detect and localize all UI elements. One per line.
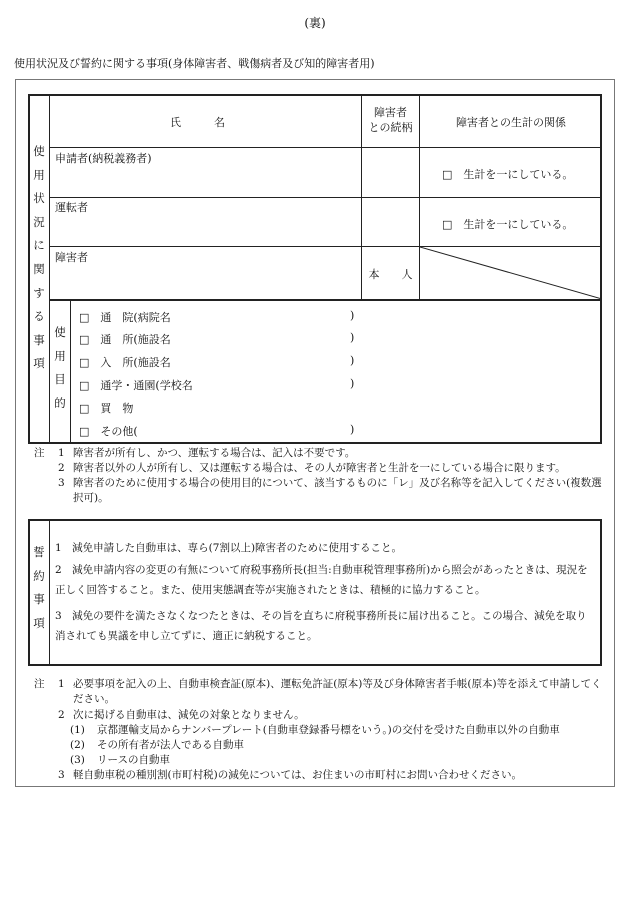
side-char: に <box>33 238 45 253</box>
footnote-text: 必要事項を記入の上、自動車検査証(原本)、運転免許証(原本)等及び身体障害者手帳(原本)等を添えて申請してください。 <box>73 678 602 705</box>
oath-item-3: 3 減免の要件を満たさなくなつたときは、その旨を直ちに府税事務所長に届け出ること。この場合、減免を取り消されても異議を申し立てずに、適正に納税すること。 <box>55 610 587 642</box>
oath-side-label <box>29 547 49 641</box>
note-text: 障害者以外の人が所有し、又は運転する場合は、その人が障害者と生計を一にしている場合に限ります。 <box>73 462 566 474</box>
footnote-num: (2) <box>70 739 85 751</box>
footnote-num: 3 <box>58 769 65 781</box>
purpose-school[interactable] <box>79 377 193 393</box>
note-text: 障害者が所有し、かつ、運転する場合は、記入は不要です。 <box>73 447 356 459</box>
purpose-facility-commute[interactable] <box>79 331 171 347</box>
footnote-text: 次に掲げる自動車は、減免の対象となりません。 <box>73 709 305 721</box>
header-name: 氏 名 <box>170 116 225 129</box>
purpose-hospital[interactable] <box>79 309 171 325</box>
side-char: 関 <box>33 261 45 276</box>
side-char: 況 <box>33 214 45 229</box>
footnote-num: (3) <box>70 754 85 766</box>
notes-head: 注 <box>34 447 45 459</box>
purpose-text: 買 物 <box>100 402 134 415</box>
divider <box>49 197 602 198</box>
footnote-text: 軽自動車税の種別割(市町村税)の減免については、お住まいの市町村にお問い合わせください。 <box>73 769 522 781</box>
purpose-residential[interactable] <box>79 354 171 370</box>
footnote-text: リースの自動車 <box>97 754 170 766</box>
diagonal-strike <box>420 247 602 299</box>
oath-item-2: 2 減免申請内容の変更の有無について府税事務所長(担当:自動車税管理事務所)から照会があったときは、現況を正しく回答すること。また、使用実態調査等が実施されたときは、積極的に協力すること。 <box>55 564 588 596</box>
side-char: 約 <box>33 568 45 583</box>
footnote-num: 1 <box>58 678 65 690</box>
note-num: 2 <box>58 462 65 474</box>
purpose-text: 通学・通園(学校名 <box>100 379 193 392</box>
purpose-text: 通 院(病院名 <box>100 311 171 324</box>
note-num: 3 <box>58 477 65 489</box>
header-livelihood: 障害者との生計の関係 <box>456 116 566 129</box>
page-header: (裏) <box>304 16 326 30</box>
side-char: 使 <box>33 144 45 158</box>
purpose-close: ) <box>350 331 355 344</box>
side-char: 用 <box>33 167 45 182</box>
side-char: 使 <box>54 325 66 339</box>
side-char: 事 <box>33 332 45 347</box>
header-relation-2: との続柄 <box>368 121 413 134</box>
row-disabled-label: 障害者 <box>55 251 88 264</box>
row-driver-label: 運転者 <box>55 201 88 214</box>
divider <box>49 147 602 148</box>
checkbox-icon[interactable]: □ <box>79 425 90 438</box>
purpose-other[interactable] <box>79 423 138 439</box>
purpose-close: ) <box>350 309 355 322</box>
side-char: 項 <box>33 615 45 630</box>
purpose-close: ) <box>350 423 355 436</box>
side-char: 項 <box>33 356 45 371</box>
note-text: 障害者のために使用する場合の使用目的について、該当するものに「レ」及び名称等を記入してください(複数選択可)。 <box>73 477 602 504</box>
purpose-close: ) <box>350 354 355 367</box>
side-char: 状 <box>33 191 45 206</box>
side-char: 的 <box>54 395 66 410</box>
divider <box>49 299 602 301</box>
checkbox-icon[interactable]: □ <box>79 379 90 392</box>
footnote-num: (1) <box>70 724 85 736</box>
row-driver-livelihood[interactable]: □ 生計を一にしている。 <box>442 218 574 231</box>
row-applicant-label: 申請者(納税義務者) <box>55 152 152 165</box>
purpose-text: 通 所(施設名 <box>100 333 171 346</box>
footnote-text: その所有者が法人である自動車 <box>97 739 244 751</box>
checkbox-icon[interactable]: □ <box>79 333 90 346</box>
divider <box>70 300 71 444</box>
purpose-shopping[interactable] <box>79 400 133 416</box>
purpose-label <box>50 327 70 421</box>
purpose-text: その他( <box>100 425 138 438</box>
oath-item-1: 1 減免申請した自動車は、専ら(7割以上)障害者のために使用すること。 <box>55 542 403 554</box>
side-char: す <box>33 285 45 300</box>
header-relation-1: 障害者 <box>374 106 407 119</box>
purpose-close: ) <box>350 377 355 390</box>
footnote-text: 京都運輸支局からナンバープレート(自動車登録番号標をいう。)の交付を受けた自動車以外の自動車 <box>97 724 560 736</box>
row-disabled-relation: 本 人 <box>368 268 413 281</box>
usage-side-label <box>29 146 49 382</box>
checkbox-icon[interactable]: □ <box>79 402 90 415</box>
note-num: 1 <box>58 447 65 459</box>
divider <box>49 519 50 666</box>
side-char: 事 <box>33 592 45 607</box>
side-char: 目 <box>54 372 66 387</box>
checkbox-icon[interactable]: □ <box>79 356 90 369</box>
side-char: 用 <box>54 348 66 363</box>
checkbox-icon[interactable]: □ <box>79 311 90 324</box>
side-char: る <box>33 309 45 324</box>
footnote-num: 2 <box>58 709 65 721</box>
section-title: 使用状況及び誓約に関する事項(身体障害者、戦傷病者及び知的障害者用) <box>14 57 375 70</box>
side-char: 誓 <box>33 545 45 559</box>
footnotes-head: 注 <box>34 678 45 690</box>
purpose-text: 入 所(施設名 <box>100 356 171 369</box>
row-applicant-livelihood[interactable]: □ 生計を一にしている。 <box>442 168 574 181</box>
